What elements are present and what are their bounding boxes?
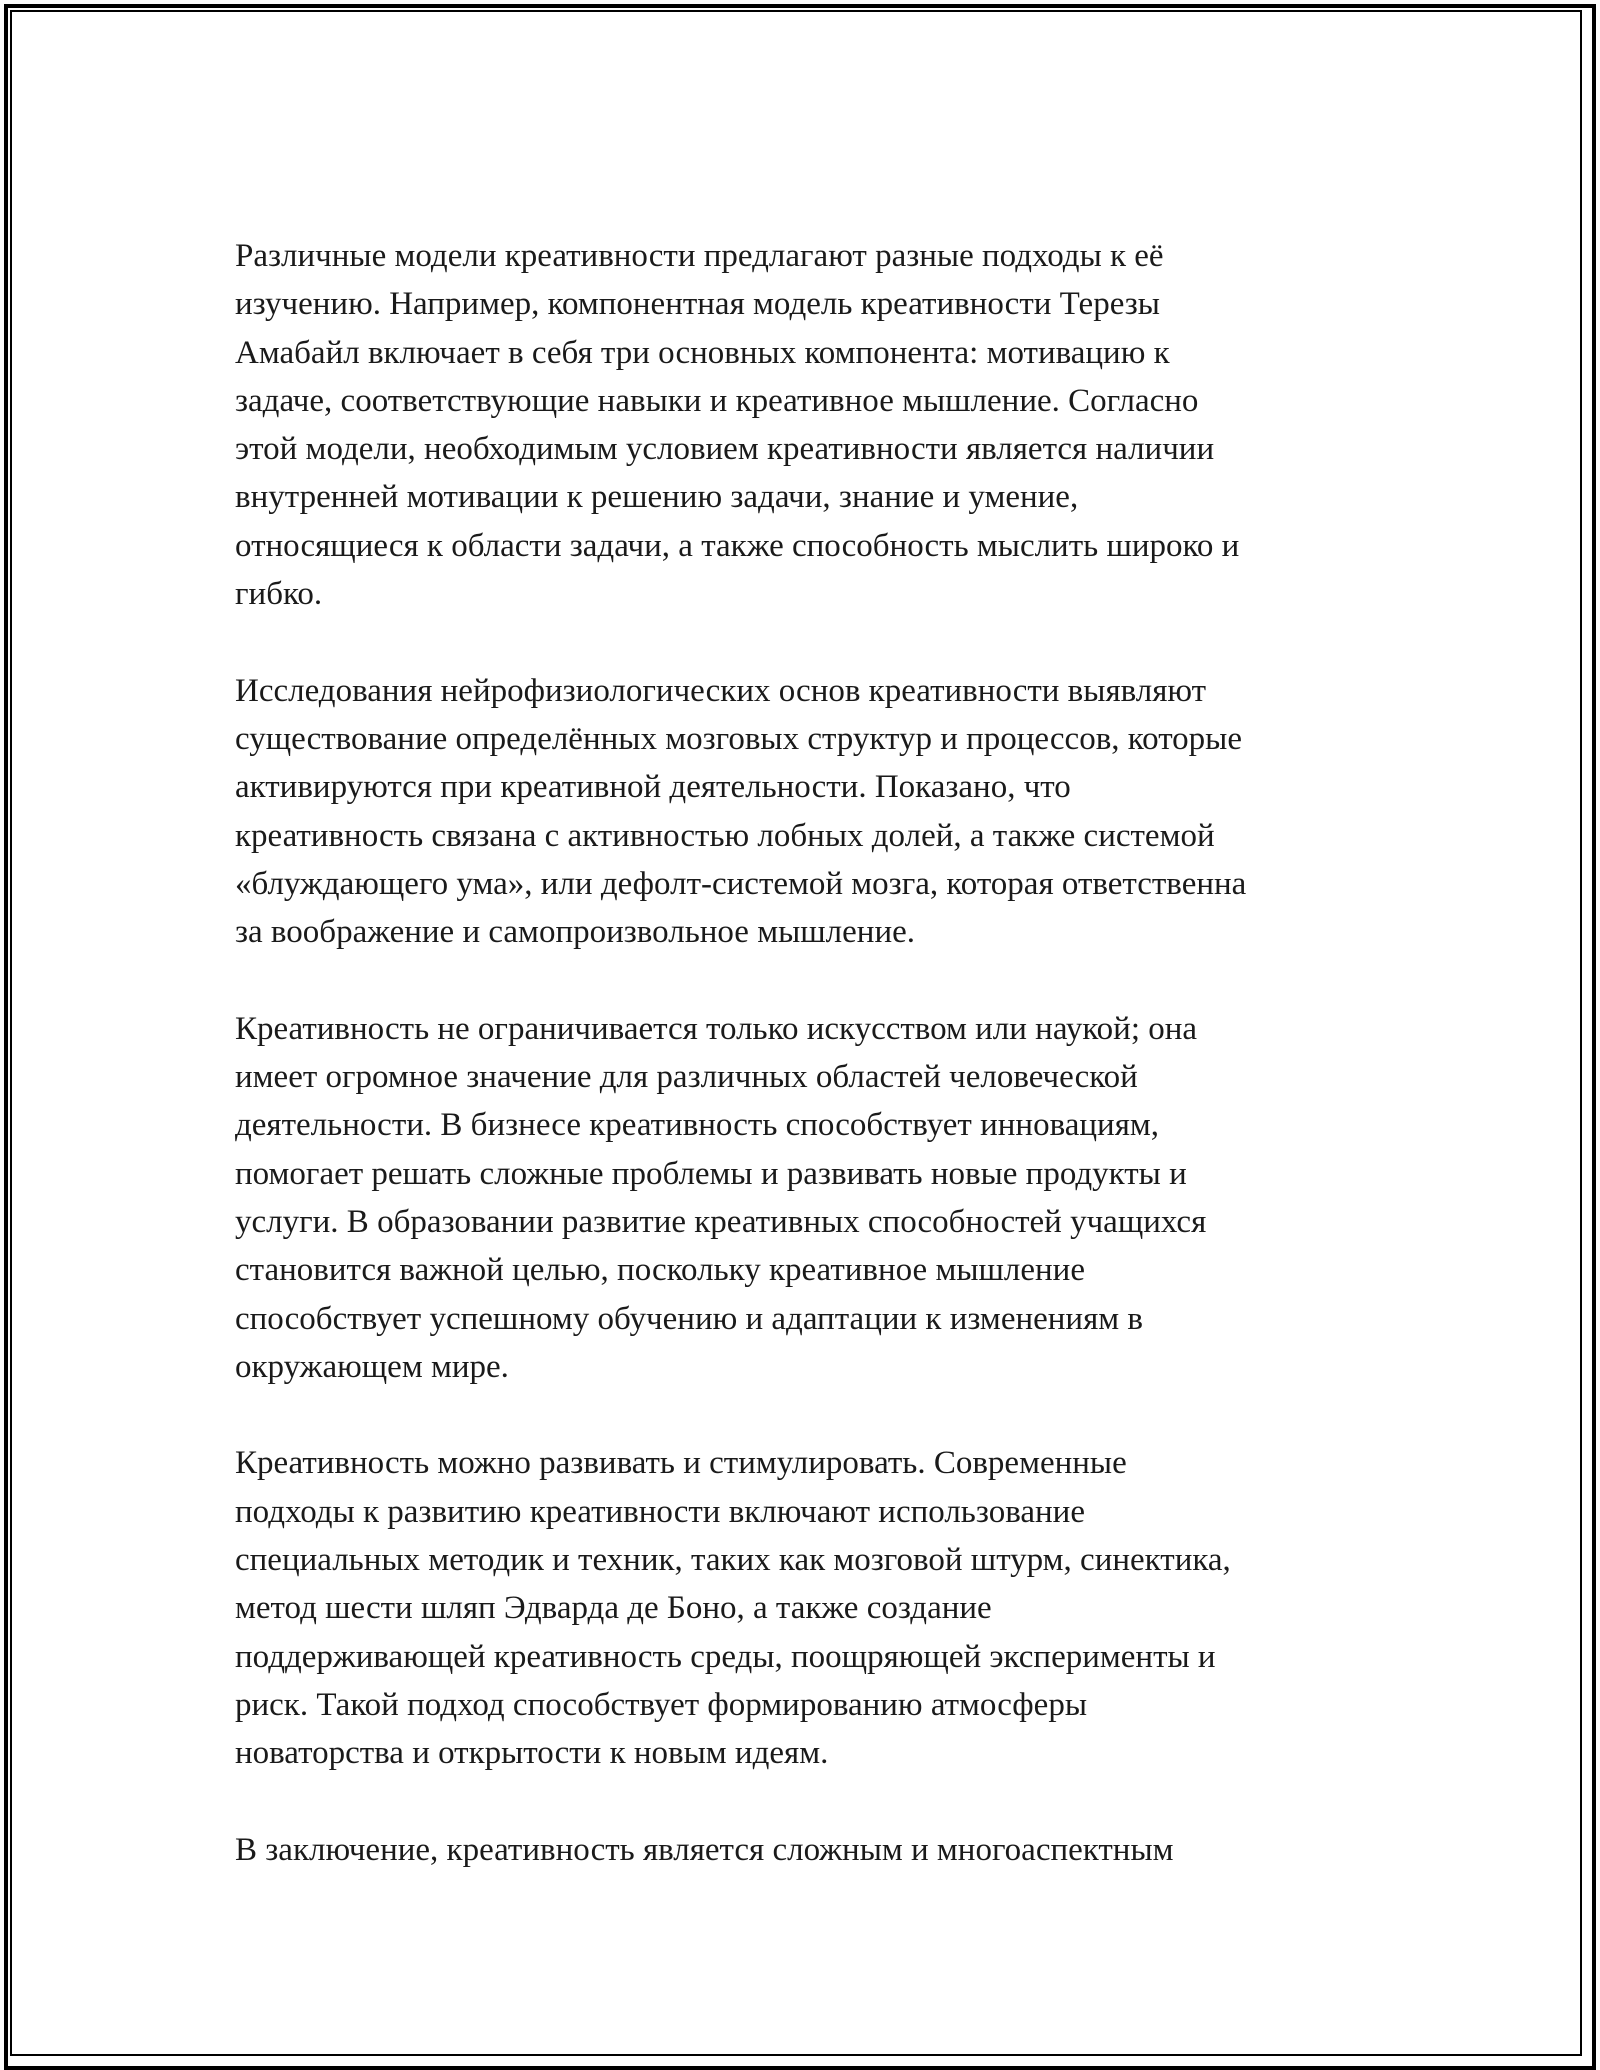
paragraph-conclusion <box>235 1826 1405 1874</box>
text-line: относящиеся к области задачи, а также способность мыслить широко и <box>235 527 1240 564</box>
text-line: имеет огромное значение для различных областей человеческой <box>235 1059 1138 1096</box>
text-line: Креативность не ограничивается только искусством или наукой; она <box>235 1010 1198 1047</box>
text-line: Исследования нейрофизиологических основ креативности выявляют <box>235 672 1207 709</box>
text-line: существование определённых мозговых структур и процессов, которые <box>235 720 1242 757</box>
text-line: деятельности. В бизнесе креативность способствует инновациям, <box>235 1107 1159 1144</box>
text-line: Креативность можно развивать и стимулировать. Современные <box>235 1445 1127 1482</box>
paragraph-development <box>235 1439 1405 1777</box>
text-line: «блуждающего ума», или дефолт-системой мозга, которая ответственна <box>235 865 1247 902</box>
text-line: услуги. В образовании развитие креативных способностей учащихся <box>235 1203 1207 1240</box>
text-line: за воображение и самопроизвольное мышление. <box>235 914 915 951</box>
text-line: внутренней мотивации к решению задачи, знание и умение, <box>235 479 1079 516</box>
paragraph-creativity-models <box>235 232 1405 618</box>
text-line: креативность связана с активностью лобных долей, а также системой <box>235 817 1215 854</box>
text-line: гибко. <box>235 576 323 613</box>
text-line: подходы к развитию креативности включают использование <box>235 1493 1085 1530</box>
text-line: специальных методик и техник, таких как мозговой штурм, синектика, <box>235 1542 1231 1579</box>
document-body <box>235 232 1405 1922</box>
text-line: риск. Такой подход способствует формированию атмосферы <box>235 1686 1088 1723</box>
text-line: Амабайл включает в себя три основных компонента: мотивацию к <box>235 334 1170 371</box>
text-line: поддерживающей креативность среды, поощряющей эксперименты и <box>235 1638 1216 1675</box>
text-line: становится важной целью, поскольку креативное мышление <box>235 1252 1085 1289</box>
paragraph-applications <box>235 1005 1405 1391</box>
text-line: метод шести шляп Эдварда де Боно, а также создание <box>235 1590 992 1627</box>
text-line: окружающем мире. <box>235 1348 509 1385</box>
text-line: способствует успешному обучению и адаптации к изменениям в <box>235 1300 1143 1337</box>
text-line: изучению. Например, компонентная модель креативности Терезы <box>235 286 1160 323</box>
text-line: задаче, соответствующие навыки и креативное мышление. Согласно <box>235 382 1199 419</box>
text-line: Различные модели креативности предлагают разные подходы к её <box>235 238 1164 274</box>
text-line: В заключение, креативность является сложным и многоаспектным <box>235 1831 1174 1868</box>
paragraph-neurophysiology <box>235 667 1405 957</box>
text-line: новаторства и открытости к новым идеям. <box>235 1735 829 1772</box>
text-line: помогает решать сложные проблемы и развивать новые продукты и <box>235 1155 1187 1192</box>
text-line: активируются при креативной деятельности. Показано, что <box>235 769 1071 806</box>
text-line: этой модели, необходимым условием креативности является наличии <box>235 431 1215 468</box>
